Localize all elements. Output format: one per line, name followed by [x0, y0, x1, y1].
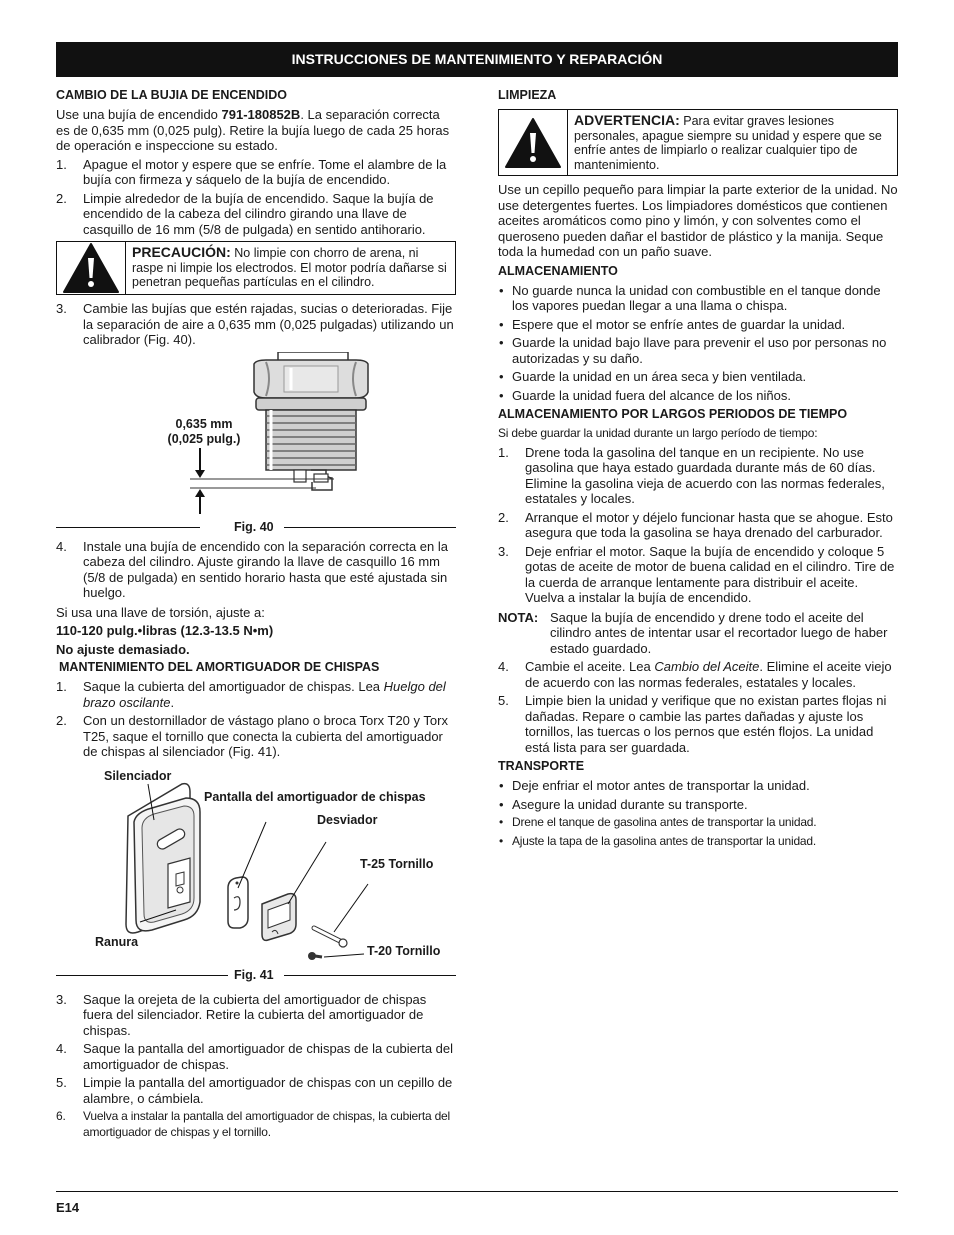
figure-40 — [56, 352, 456, 552]
list-item: • Guarde la unidad fuera del alcance de los niños. — [498, 388, 898, 404]
step-text: Drene toda la gasolina del tanque en un recipiente. No use gasolina que haya estado guardada durante más de 60 días. Elimine la gasolina vieja de acuerdo con las normas federales, estatales y locales. — [525, 444, 885, 506]
step-text: Arranque el motor y déjelo funcionar hasta que se ahogue. Esto asegura que toda la gasolina se haya drenado del carburador. — [525, 509, 893, 540]
figure-caption: Fig. 40 — [234, 519, 274, 534]
footer-rule — [56, 1191, 898, 1192]
label-t20: T-20 Tornillo — [367, 943, 441, 958]
warning-body: Para evitar graves lesiones personales, apague siempre su unidad y espere que se enfríe antes de limpiarlo o realizar cualquier tipo de mantenimiento. — [574, 114, 882, 172]
long-storage-steps — [498, 445, 898, 606]
step-number: 3. — [56, 991, 67, 1007]
gap-label-inches: (0,025 pulg.) — [167, 431, 241, 446]
figure-rule-right — [284, 975, 456, 976]
step-text: Saque la pantalla del amortiguador de chispas de la cubierta del amortiguador de chispas. — [83, 1041, 454, 1072]
figure-41 — [56, 764, 456, 980]
spark-steps — [56, 157, 456, 238]
label-silenciador: Silenciador — [104, 768, 172, 783]
list-item — [56, 301, 456, 348]
step-number: 5. — [498, 693, 509, 708]
long-storage-steps-continued — [498, 659, 898, 755]
list-item — [56, 679, 456, 710]
figure-caption: Fig. 41 — [234, 967, 274, 982]
step-number: 1. — [498, 444, 509, 460]
storage-list — [498, 283, 898, 404]
list-item — [56, 713, 456, 760]
list-item: • Asegure la unidad durante su transporte. — [498, 797, 898, 813]
step-number: 1. — [56, 679, 67, 694]
storage-heading: ALMACENAMIENTO — [498, 263, 618, 278]
list-item — [56, 992, 456, 1039]
warning-triangle-icon — [57, 242, 126, 294]
spark-plug-heading: CAMBIO DE LA BUJIA DE ENCENDIDO — [56, 88, 288, 102]
step-number: 4. — [56, 538, 67, 554]
spark-step-4 — [56, 539, 456, 601]
caution-box — [56, 241, 456, 295]
spark-plug-illustration — [56, 352, 456, 542]
step-reference: Huelgo del brazo oscilante — [83, 679, 446, 710]
list-item — [498, 693, 898, 755]
step-text: Cambie el aceite. Lea — [525, 659, 655, 674]
part-number: 791-180852B — [221, 107, 301, 122]
figure-rule-right — [284, 527, 456, 528]
transport-heading: TRANSPORTE — [498, 759, 585, 773]
list-item: • Guarde la unidad bajo llave para prevenir el uso por personas no autorizadas y su daño. — [498, 335, 898, 366]
label-desviador: Desviador — [317, 812, 378, 827]
caution-label: PRECAUCIÓN: — [132, 244, 231, 260]
step-text: Limpie bien la unidad y verifique que no existan partes flojas ni dañadas. Repare o cambie las partes dañadas y ajuste los tornillos, las tuercas o los pernos que estén flojos. La unidad está lista para ser guardada. — [525, 693, 887, 755]
list-item: • Guarde la unidad en un área seca y bien ventilada. — [498, 369, 898, 385]
list-item: • Drene el tanque de gasolina antes de transportar la unidad. — [498, 815, 898, 831]
list-item — [498, 445, 898, 507]
torque-intro: Si usa una llave de torsión, ajuste a: — [56, 604, 265, 620]
section-title: INSTRUCCIONES DE MANTENIMIENTO Y REPARACIÓN — [291, 50, 663, 67]
step-text: Deje enfriar el motor. Saque la bujía de encendido y coloque 5 gotas de aceite de motor de buena calidad en el cilindro. Tire de la cuerda de arranque lentamente para distribuir el aceite. Vuelva a instalar la bujía de encendido. — [525, 543, 895, 605]
step-text: Apague el motor y espere que se enfríe. Tome el alambre de la bujía con firmeza y sáquelo de la bujía de encendido. — [83, 156, 447, 187]
step-text: Cambie las bujías que estén rajadas, sucias o deterioradas. Fije la separación de aire a 0,635 mm (0,025 pulgadas) utilizando un calibrador (Fig. 40). — [83, 301, 454, 347]
step-text-end: . Elimine el aceite viejo de acuerdo con las normas federales, estatales y locales. — [525, 659, 892, 690]
step-text: Vuelva a instalar la pantalla del amortiguador de chispas, la cubierta del amortiguador de chispas y el tornillo. — [83, 1109, 450, 1139]
list-item — [56, 1041, 456, 1072]
note-text: Saque la bujía de encendido y drene todo el aceite del cilindro antes de intentar usar el recortador luego de haber estado guardado. — [550, 609, 888, 656]
long-storage-intro: Si debe guardar la unidad durante un largo período de tiempo: — [498, 426, 818, 440]
arrestor-heading: MANTENIMIENTO DEL AMORTIGUADOR DE CHISPAS — [59, 660, 380, 674]
step-number: 1. — [56, 156, 67, 172]
step-number: 2. — [498, 509, 509, 525]
warning-label: ADVERTENCIA: — [574, 112, 680, 128]
step-text-end: . — [170, 694, 175, 710]
step-number: 4. — [56, 1041, 67, 1056]
torque-note: No ajuste demasiado. — [56, 641, 190, 657]
list-item — [498, 510, 898, 541]
list-item — [498, 544, 898, 606]
caution-text — [126, 242, 455, 294]
list-item — [56, 1075, 456, 1106]
step-reference: Cambio del Aceite — [654, 659, 760, 674]
caution-body: No limpie con chorro de arena, ni raspe ni limpie los electrodos. El motor podría dañarse si penetran pequeñas partículas en el cilindro. — [132, 246, 447, 289]
step-text: Limpie alrededor de la bujía de encendido. Saque la bujía de encendido de la cabeza del cilindro girando una llave de casquillo de 16 mm (5/8 de pulgada) en sentido antihorario. — [83, 190, 434, 237]
step-number: 3. — [498, 543, 509, 559]
arrestor-steps-continued — [56, 992, 456, 1141]
label-ranura: Ranura — [95, 934, 139, 949]
list-item — [498, 659, 898, 690]
right-column — [498, 88, 898, 853]
gap-label — [164, 417, 244, 447]
warning-text — [568, 110, 897, 175]
list-item — [56, 539, 456, 601]
step-text: Instale una bujía de encendido con la separación correcta en la cabeza del cilindro. Ajuste girando la llave de casquillo 16 mm (5/8 de pulgada) en sentido horario hasta que esté ajustada sin huelgo. — [83, 538, 448, 600]
figure-rule-left — [56, 527, 200, 528]
list-item: • No guarde nunca la unidad con combustible en el tanque donde los vapores puedan llegar a una llama o chispa. — [498, 283, 898, 314]
section-header — [56, 42, 898, 77]
gap-label-mm: 0,635 mm — [175, 416, 233, 431]
label-pantalla: Pantalla del amortiguador de chispas — [204, 789, 426, 804]
warning-box — [498, 109, 898, 176]
step-number: 2. — [56, 713, 67, 728]
torque-value: 110-120 pulg.•libras (12.3-13.5 N•m) — [56, 623, 274, 638]
step-number: 6. — [56, 1109, 66, 1123]
warning-triangle-icon — [499, 110, 568, 175]
step-text: Limpie la pantalla del amortiguador de chispas con un cepillo de alambre, o cámbiela. — [83, 1075, 453, 1106]
list-item: • Ajuste la tapa de la gasolina antes de transportar la unidad. — [498, 834, 898, 850]
page-number: E14 — [56, 1200, 80, 1215]
spark-intro-text-b: . La separación correcta es de 0,635 mm (0,025 pulg). Retire la bujía luego de cada 25 horas de operación e inspeccione su estado. — [56, 107, 450, 153]
list-item — [56, 1109, 456, 1140]
step-text: Saque la cubierta del amortiguador de chispas. Lea — [83, 679, 384, 694]
step-number: 3. — [56, 301, 67, 316]
cleaning-text: Use un cepillo pequeño para limpiar la parte exterior de la unidad. No use detergentes fuertes. Los limpiadores domésticos que contienen aceites aromáticos como pino y limón, y con solventes como el queroseno pueden dañar el bastidor de plástico y la manija. Seque toda la humedad con un paño suave. — [498, 182, 898, 259]
arrestor-steps — [56, 679, 456, 760]
transport-list — [498, 778, 898, 849]
list-item: • Deje enfriar el motor antes de transportar la unidad. — [498, 778, 898, 794]
spark-intro — [56, 107, 456, 154]
figure-rule-left — [56, 975, 228, 976]
label-t25: T-25 Tornillo — [360, 856, 434, 871]
cleaning-heading: LIMPIEZA — [498, 88, 557, 102]
list-item — [56, 157, 456, 188]
step-text: Saque la orejeta de la cubierta del amortiguador de chispas fuera del silenciador. Retire la cubierta del amortiguador de chispas. — [83, 991, 427, 1038]
long-storage-heading: ALMACENAMIENTO POR LARGOS PERIODOS DE TIEMPO — [498, 407, 848, 421]
step-number: 4. — [498, 659, 509, 674]
list-item — [56, 191, 456, 238]
note-label: NOTA: — [498, 609, 539, 625]
spark-step-3 — [56, 301, 456, 348]
spark-intro-text-a: Use una bujía de encendido — [56, 107, 222, 122]
list-item: • Espere que el motor se enfríe antes de guardar la unidad. — [498, 317, 898, 333]
step-text: Con un destornillador de vástago plano o broca Torx T20 y Torx T25, saque el tornillo que conecta la cubierta del amortiguador de chispas al silenciador (Fig. 41). — [83, 713, 448, 759]
left-column — [56, 88, 456, 1144]
step-number: 2. — [56, 190, 67, 206]
note — [498, 610, 898, 657]
step-number: 5. — [56, 1075, 67, 1090]
